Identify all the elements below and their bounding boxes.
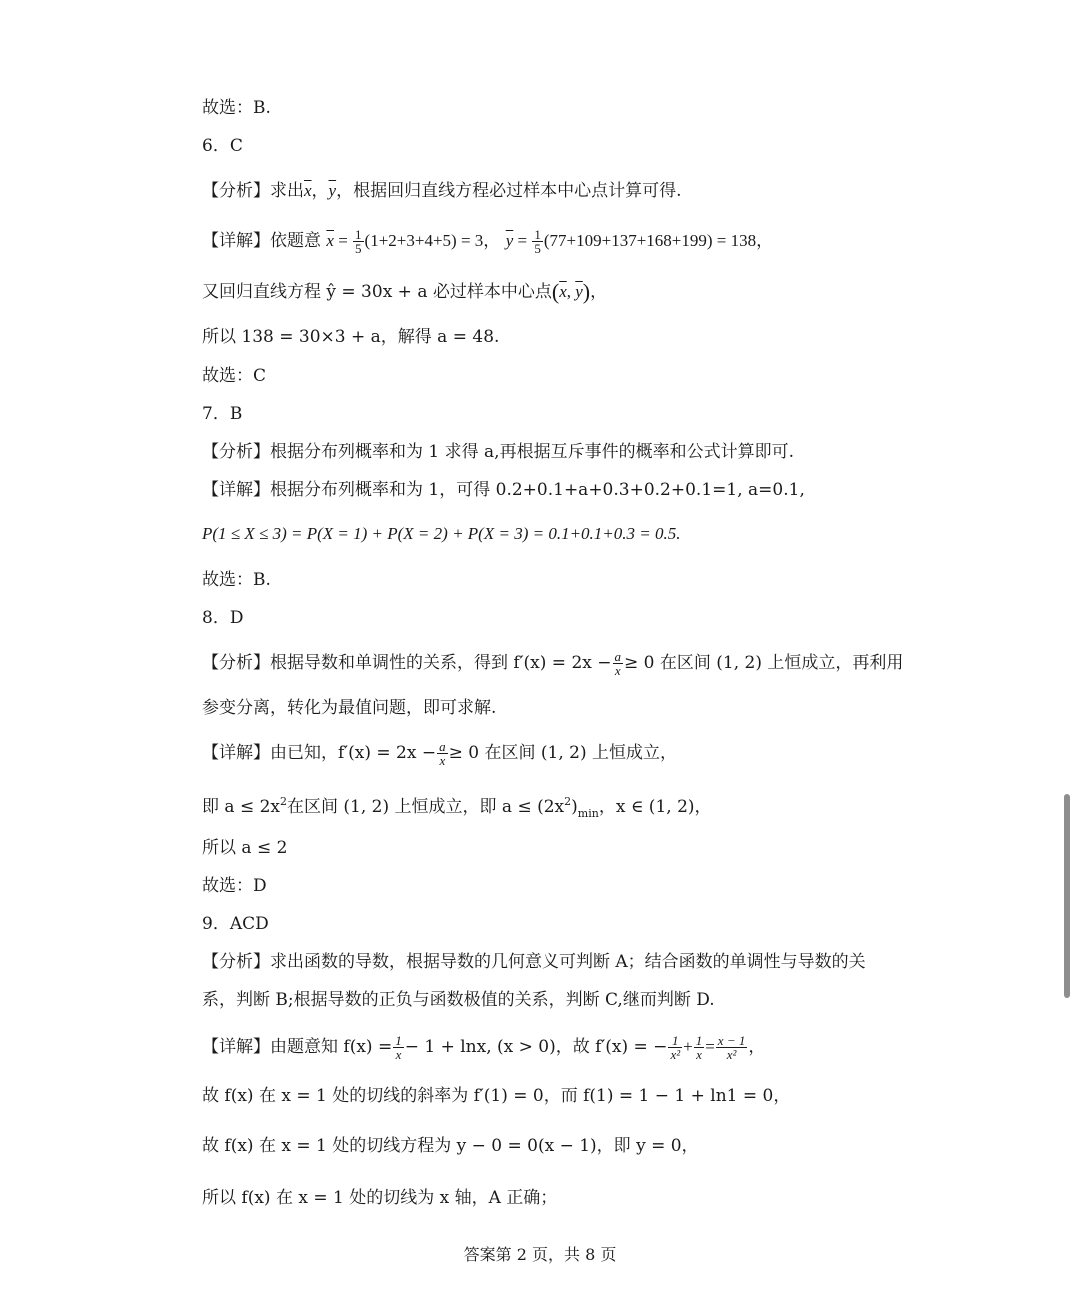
text-line: 故选：D (202, 876, 267, 896)
fraction: $\frac{1}{\text{x²}}$ (670, 1033, 681, 1062)
text-line: 即 $a \le 2x^2$在区间 (1, 2) 上恒成立，即 $a \le (2x^2)_{min}$，x ∈ (1, 2)， (202, 795, 712, 820)
analysis-7: 【分析】根据分布列概率和为 1 求得 a,再根据互斥事件的概率和公式计算即可. (202, 442, 794, 462)
fraction: $\frac{1}{5}$ (355, 227, 362, 256)
text-line: 故选：C (202, 366, 267, 386)
detail-9: 【详解】由题意知 f(x) = $\frac{1}{x}$ − 1 + lnx, (x > 0)，故 f′(x) = − $\frac{1}{\text{x²}}$ + $\frac{1}{x}$ = $\frac{x - 1}{\text{x²}}$ ， (202, 1033, 766, 1062)
probability-equation: P(1 ≤ X ≤ 3) = P(X = 1) + P(X = 2) + P(X = 3) = 0.1+0.1+0.3 = 0.5. (202, 524, 681, 543)
text-line: 又回归直线方程 ŷ = 30x + a 必过样本中心点($\overline{x}$, $\overline{y}$)， (202, 279, 608, 304)
detail-8: 【详解】由已知，f′(x) = 2x − $\frac{a}{x}$ ≥ 0 在区间 (1, 2) 上恒成立， (202, 739, 677, 768)
text-line: 所以 138 = 30×3 + a，解得 a = 48. (202, 327, 500, 347)
fraction: $\frac{a}{x}$ (439, 739, 446, 768)
fraction: $\frac{1}{5}$ (534, 227, 541, 256)
analysis-9: 【分析】求出函数的导数，根据导数的几何意义可判断 A；结合函数的单调性与导数的关 (202, 952, 866, 972)
text-line: 所以 a ≤ 2 (202, 838, 288, 858)
question-8-answer: 8．D (202, 608, 244, 628)
detail-7: 【详解】根据分布列概率和为 1，可得 0.2+0.1+a+0.3+0.2+0.1=1, a=0.1, (202, 480, 805, 500)
fraction: $\frac{a}{x}$ (614, 649, 622, 678)
text-line: 故 f(x) 在 x = 1 处的切线方程为 y − 0 = 0(x − 1)，即 y = 0， (202, 1136, 699, 1156)
text-line: 参变分离，转化为最值问题，即可求解. (202, 698, 497, 718)
fraction: $\frac{1}{x}$ (695, 1033, 703, 1062)
text-line: 所以 f(x) 在 x = 1 处的切线为 x 轴，A 正确； (202, 1188, 558, 1208)
scrollbar[interactable] (1064, 794, 1070, 998)
text-line: 故选：B. (202, 98, 271, 118)
fraction: $\frac{x - 1}{\text{x²}}$ (717, 1033, 746, 1062)
text-line: 故 f(x) 在 x = 1 处的切线的斜率为 f′(1) = 0，而 f(1) = 1 − 1 + ln1 = 0， (202, 1086, 791, 1106)
fraction: $\frac{1}{x}$ (395, 1033, 402, 1062)
text-line: 系，判断 B;根据导数的正负与函数极值的关系，判断 C,继而判断 D. (202, 990, 715, 1010)
analysis-8: 【分析】根据导数和单调性的关系，得到 f′(x) = 2x − $\frac{a}{x}$ ≥ 0 在区间 (1, 2) 上恒成立，再利用 (202, 649, 904, 678)
detail-6: 【详解】依题意 $\overline{x}$ = $\frac{1}{5}$ (1+2+3+4+5) = 3， $\overline{y}$ = $\frac{1}{5}$ (77+109+137+168+199) = 138， (202, 227, 774, 256)
question-7-answer: 7．B (202, 404, 243, 424)
question-9-answer: 9．ACD (202, 914, 269, 934)
text-line: 故选：B. (202, 570, 271, 590)
analysis-6: 【分析】求出$\overline{x}$，$\overline{y}$，根据回归直线方程必过样本中心点计算可得. (202, 181, 682, 201)
page-footer: 答案第 2 页，共 8 页 (463, 1245, 617, 1264)
question-6-answer: 6．C (202, 136, 243, 156)
